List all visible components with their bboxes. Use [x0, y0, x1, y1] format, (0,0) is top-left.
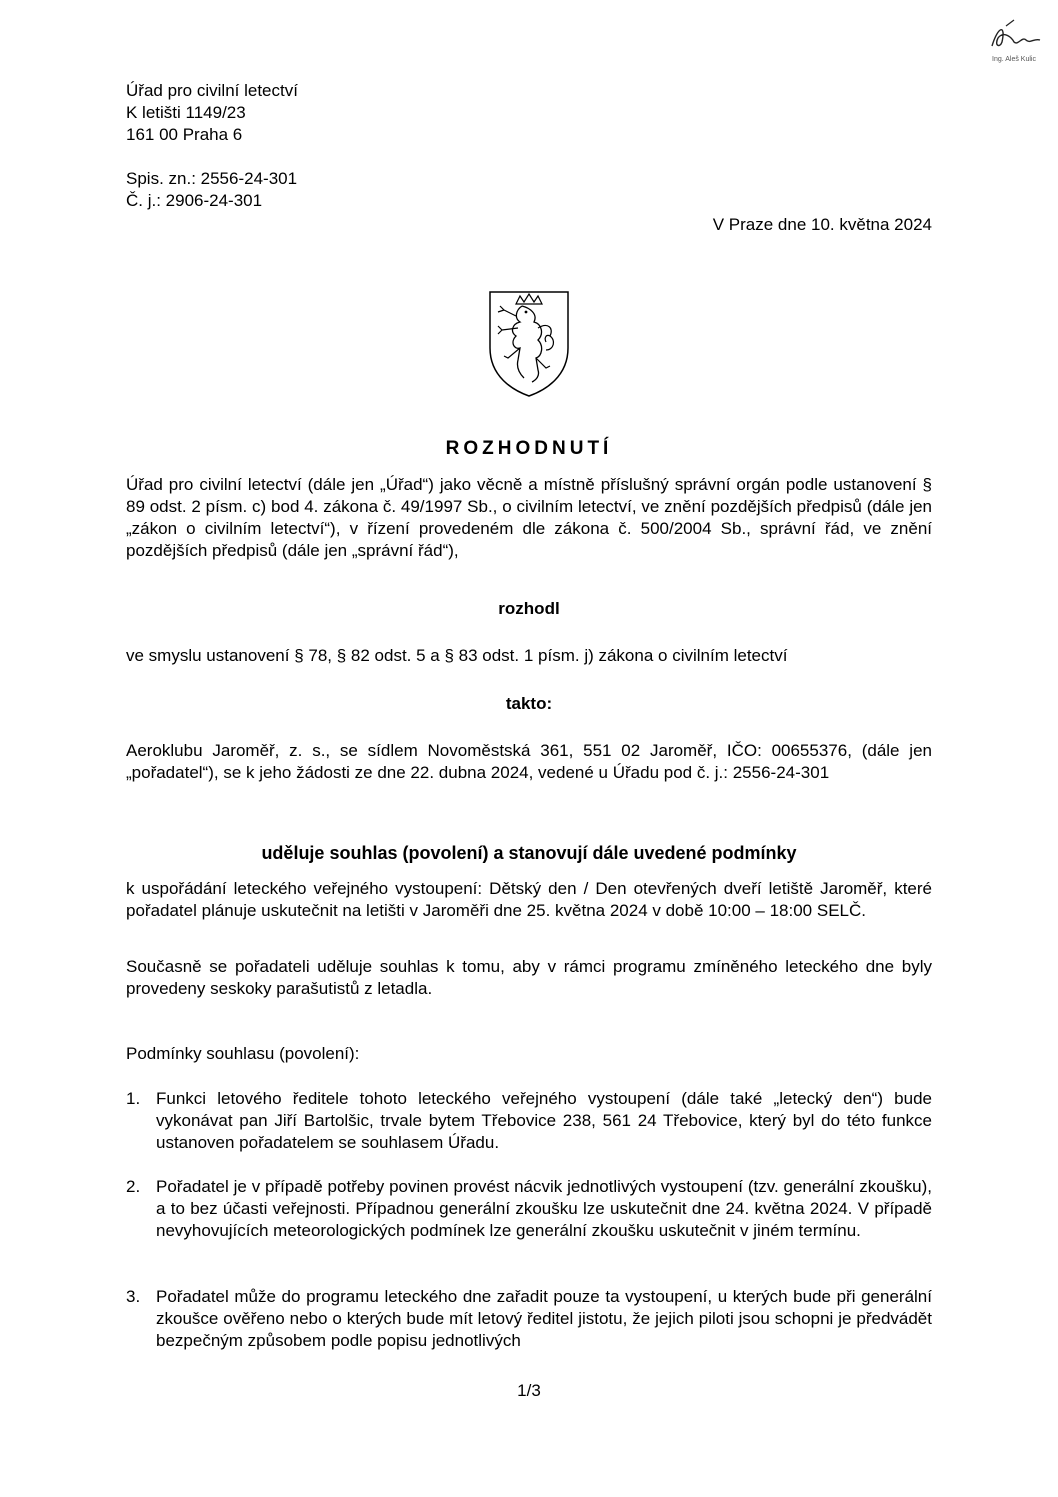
document-title: ROZHODNUTÍ: [445, 438, 613, 459]
list-item-number: 1.: [126, 1089, 141, 1108]
sender-line-1: Úřad pro civilní letectví: [126, 81, 298, 100]
signature-mark: [984, 16, 1044, 68]
page-number: 1/3: [517, 1381, 541, 1400]
grant-heading: uděluje souhlas (povolení) a stanovují dále uvedené podmínky: [261, 843, 797, 863]
list-item-number: 3.: [126, 1287, 141, 1306]
grant-text: k uspořádání leteckého veřejného vystoupení: Dětský den / Den otevřených dveří letiště Jaroměř, které pořadatel plánuje uskutečnit na letišti v Jaroměři dne 25. května 2024 v době 10:00 – 18:00 SELČ.: [126, 879, 932, 920]
applicant-paragraph: [126, 740, 932, 784]
thus-heading: takto:: [505, 694, 553, 713]
signature-name: Ing. Aleš Kulic: [992, 56, 1036, 63]
case-number: Č. j.: 2906-24-301: [126, 191, 263, 210]
parachute-text: Současně se pořadateli uděluje souhlas k tomu, aby v rámci programu zmíněného leteckého dne byly provedeny seskoky parašutistů z letadla.: [126, 957, 932, 998]
list-item-number: 2.: [126, 1177, 141, 1196]
conditions-heading-text: Podmínky souhlasu (povolení):: [126, 1044, 360, 1063]
signature-scribble-icon: [984, 16, 1044, 56]
file-reference: Spis. zn.: 2556-24-301: [126, 169, 298, 188]
sender-address: [126, 80, 298, 146]
legal-basis-text: ve smyslu ustanovení § 78, § 82 odst. 5 a § 83 odst. 1 písm. j) zákona o civilním letectví: [126, 646, 788, 665]
intro-text: Úřad pro civilní letectví (dále jen „Úřad“) jako věcně a místně příslušný správní orgán podle ustanovení § 89 odst. 2 písm. c) bod 4. zákona č. 49/1997 Sb., o civilním letectví, ve znění pozdějších předpisů (dále jen „zákon o civilním letectví“), v řízení provedeném dle zákona č. 500/2004 Sb., správní řád, ve znění pozdějších předpisů (dále jen „správní řád“),: [126, 475, 932, 560]
legal-basis: [126, 645, 932, 667]
sender-line-3: 161 00 Praha 6: [126, 125, 243, 144]
conditions-heading: [126, 1043, 932, 1065]
decided-heading: rozhodl: [498, 599, 560, 618]
intro-paragraph: [126, 474, 932, 562]
list-item-text: Funkci letového ředitele tohoto leteckého veřejného vystoupení (dále také „letecký den“) bude vykonávat pan Jiří Bartolšic, trvale bytem Třebovice 238, 561 24 Třebovice, který byl do této funkce ustanoven pořadatelem se souhlasem Úřadu.: [156, 1089, 932, 1152]
list-item-text: Pořadatel může do programu leteckého dne zařadit pouze ta vystoupení, u kterých bude při generální zkoušce ověřeno nebo o kterých bude mít letový ředitel jistotu, že jejich piloti jsou schopni je předvádět bezpečným způsobem podle popisu jednotlivých: [156, 1287, 932, 1350]
grant-paragraph: [126, 878, 932, 922]
parachute-paragraph: [126, 956, 932, 1000]
list-item-text: Pořadatel je v případě potřeby povinen provést nácvik jednotlivých vystoupení (tzv. generální zkoušku), a to bez účasti veřejnosti. Případnou generální zkoušku lze uskutečnit dne 24. května 2024. V případě nevyhovujících meteorologických podmínek lze generální zkoušku uskutečnit v jiném termínu.: [156, 1177, 932, 1240]
sender-line-2: K letišti 1149/23: [126, 103, 246, 122]
reference-block: [126, 168, 297, 212]
state-emblem-icon: [486, 288, 572, 400]
document-date: V Praze dne 10. května 2024: [712, 215, 932, 234]
applicant-text: Aeroklubu Jaroměř, z. s., se sídlem Novoměstská 361, 551 02 Jaroměř, IČO: 00655376, (dále jen „pořadatel“), se k jeho žádosti ze dne 22. dubna 2024, vedené u Úřadu pod č. j.: 2556-24-301: [126, 741, 932, 782]
